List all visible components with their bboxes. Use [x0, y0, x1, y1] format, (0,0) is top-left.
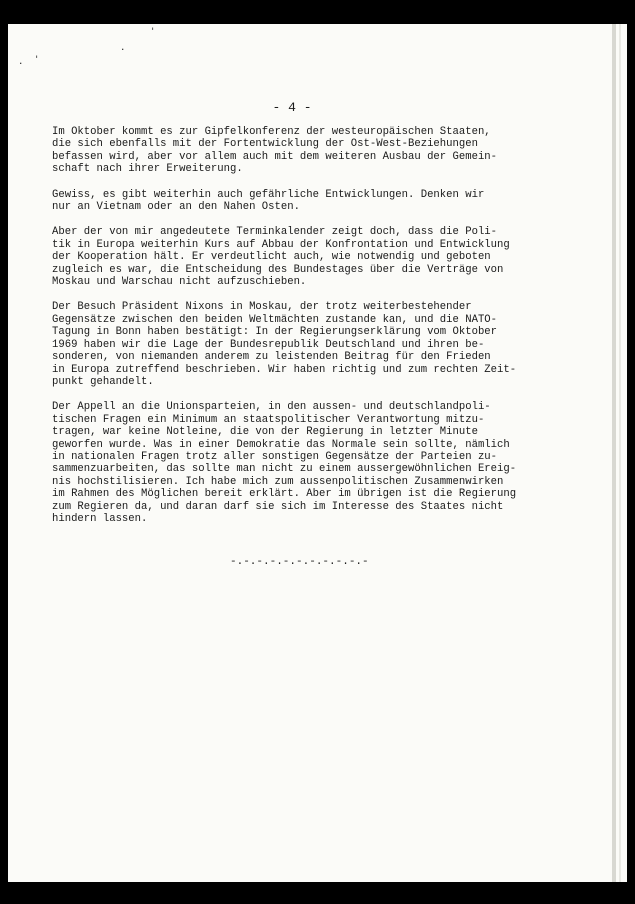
text-line: befassen wird, aber vor allem auch mit dem weiteren Ausbau der Gemein-	[52, 150, 498, 163]
text-line: tragen, war keine Notleine, die von der Regierung in letzter Minute	[52, 426, 478, 439]
paragraph-4	[52, 301, 600, 388]
text-line: im Rahmen des Möglichen bereit erklärt. Aber im übrigen ist die Regierung	[52, 488, 517, 501]
text-line: Gewiss, es gibt weiterhin auch gefährliche Entwicklungen. Denken wir	[52, 188, 485, 201]
paragraph-2	[52, 189, 600, 214]
text-line: zum Regieren da, und daran darf sie sich im Interesse des Staates nicht	[52, 500, 504, 513]
text-line: geworfen wurde. Was in einer Demokratie das Normale sein sollte, nämlich	[52, 438, 510, 451]
text-line: tik in Europa weiterhin Kurs auf Abbau der Konfrontation und Entwicklung	[52, 238, 510, 251]
text-line: tischen Fragen ein Minimum an staatspolitischer Verantwortung mitzu-	[52, 413, 485, 426]
page-edge-shadow	[612, 24, 616, 882]
text-line: sammenzuarbeiten, das sollte man nicht zu einem aussergewöhnlichen Ereig-	[52, 463, 517, 476]
text-line: schaft nach ihrer Erweiterung.	[52, 163, 243, 176]
text-line: Aber der von mir angedeutete Terminkalender zeigt doch, dass die Poli-	[52, 226, 498, 239]
text-line: Der Appell an die Unionsparteien, in den aussen- und deutschlandpoli-	[52, 401, 491, 414]
text-line: Moskau und Warschau nicht aufzuschieben.	[52, 276, 307, 289]
text-line: der Kooperation hält. Er verdeutlicht auch, wie notwendig und geboten	[52, 251, 491, 264]
page-number: - 4 -	[272, 100, 312, 115]
text-line: 1969 haben wir die Lage der Bundesrepublik Deutschland und ihren be-	[52, 338, 485, 351]
scan-speck: .	[18, 57, 24, 67]
text-line: Der Besuch Präsident Nixons in Moskau, der trotz weiterbestehender	[52, 301, 472, 314]
text-line: die sich ebenfalls mit der Fortentwicklung der Ost-West-Beziehungen	[52, 138, 478, 151]
page-edge-highlight	[619, 24, 621, 882]
text-line: Im Oktober kommt es zur Gipfelkonferenz der westeuropäischen Staaten,	[52, 126, 491, 138]
text-line: punkt gehandelt.	[52, 375, 154, 388]
scan-speck: '	[150, 27, 156, 37]
text-line: in nationalen Fragen trotz aller sonstigen Gegensätze der Parteien zu-	[52, 450, 498, 463]
scan-speck: '	[34, 55, 40, 65]
paragraph-1	[52, 126, 600, 176]
text-line: nur an Vietnam oder an den Nahen Osten.	[52, 201, 300, 214]
document-body	[52, 126, 600, 538]
scan-speck: .	[120, 43, 126, 53]
text-line: in Europa zutreffend beschrieben. Wir haben richtig und zum rechten Zeit-	[52, 363, 517, 376]
text-line: Gegensätze zwischen den beiden Weltmächten zustande kan, und die NATO-	[52, 313, 498, 326]
paragraph-3	[52, 226, 600, 288]
text-line: Tagung in Bonn haben bestätigt: In der Regierungserklärung vom Oktober	[52, 326, 498, 339]
text-line: nis hochstilisieren. Ich habe mich zum aussenpolitischen Zusammenwirken	[52, 475, 504, 488]
paragraph-5	[52, 401, 600, 525]
text-line: sonderen, von niemanden anderem zu leistenden Beitrag für den Frieden	[52, 351, 491, 364]
end-of-text-mark: -.-.-.-.-.-.-.-.-.-.-	[230, 556, 369, 568]
text-line: hindern lassen.	[52, 512, 148, 525]
text-line: zugleich es war, die Entscheidung des Bundestages über die Verträge von	[52, 263, 504, 276]
